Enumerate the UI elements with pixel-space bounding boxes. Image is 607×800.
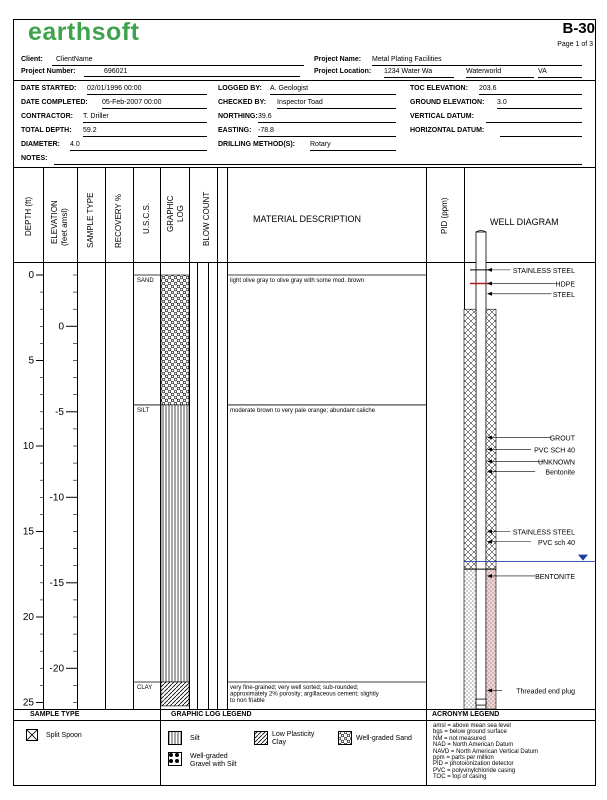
date-completed-value: 05-Feb-2007 00:00	[102, 99, 207, 109]
col-elevation-2: (feet amsl)	[60, 208, 69, 246]
checked-by-label: CHECKED BY:	[218, 99, 267, 106]
toc-elevation-label: TOC ELEVATION:	[410, 85, 468, 92]
depth-tick-label: 15	[22, 526, 34, 538]
bentonite-left	[464, 569, 476, 709]
logged-by-label: LOGGED BY:	[218, 85, 262, 92]
graphic-log-silt	[161, 405, 189, 682]
total-depth-value: 59.2	[83, 127, 207, 137]
elevation-tick-label: 0	[58, 321, 64, 333]
acronym-item: ppm = parts per million	[433, 755, 494, 762]
sample-type-legend-title: SAMPLE TYPE	[30, 711, 80, 718]
clay-legend-label: Low Plasticity Clay	[272, 731, 315, 746]
easting-label: EASTING:	[218, 127, 252, 134]
graphic-log-clay	[161, 682, 189, 706]
sand-legend-label: Well-graded Sand	[356, 735, 412, 742]
uscs-code: SAND	[137, 278, 154, 284]
project-location-city: Waterworld	[466, 68, 534, 78]
depth-tick-label: 0	[28, 270, 34, 281]
well-label: Threaded end plug	[516, 688, 575, 696]
ground-elevation-label: GROUND ELEVATION:	[410, 99, 485, 106]
date-started-value: 02/01/1996 00:00	[87, 85, 207, 95]
depth-tick-label: 10	[22, 441, 34, 452]
well-label: STAINLESS STEEL	[512, 267, 575, 275]
acronym-item: bgs = below ground surface	[433, 729, 507, 736]
uscs-code: SILT	[137, 407, 150, 414]
client-value: ClientName	[52, 56, 304, 66]
col-uscs: U.S.C.S.	[142, 202, 151, 234]
acronym-item: PVC = polyvinylchloride casing	[433, 767, 516, 774]
split-spoon-symbol	[26, 729, 38, 741]
grout-left	[464, 309, 476, 569]
clay-legend-swatch	[254, 731, 268, 745]
gravel-legend-label: Well-graded Gravel with Silt	[190, 753, 237, 768]
acronym-item: NAVD = North American Vertical Datum	[433, 748, 539, 755]
acronym-item: TOC = top of casing	[433, 774, 487, 781]
graphic-log-sand	[161, 275, 189, 405]
well-label: BENTONITE	[535, 573, 575, 581]
acronym-item: amsl = above mean sea level	[433, 723, 511, 729]
client-label: Client:	[21, 56, 43, 63]
elevation-tick-label: -10	[49, 492, 64, 504]
col-sample-type: SAMPLE TYPE	[86, 192, 95, 248]
col-well-diagram: WELL DIAGRAM	[490, 217, 559, 227]
boring-id: B-30	[562, 20, 595, 37]
date-completed-label: DATE COMPLETED:	[21, 99, 88, 106]
acronym-item: NM = not measured	[433, 735, 486, 742]
acronym-item: NAD = North American Datum	[433, 742, 514, 749]
well-label: STAINLESS STEEL	[512, 529, 575, 537]
total-depth-label: TOTAL DEPTH:	[21, 127, 72, 134]
logged-by-value: A. Geologist	[270, 85, 396, 95]
project-location-state: VA	[538, 68, 582, 78]
depth-tick-label: 5	[28, 355, 34, 367]
well-leader-arrow	[487, 292, 492, 296]
water-table-marker	[578, 555, 588, 561]
well-label: HDPE	[555, 281, 575, 289]
drilling-method-value: Rotary	[310, 141, 396, 151]
contractor-label: CONTRACTOR:	[21, 113, 73, 120]
project-location-label: Project Location:	[314, 68, 372, 75]
silt-legend-label: Silt	[190, 735, 200, 742]
sand-legend-swatch	[338, 731, 352, 745]
well-label: GROUT	[549, 435, 575, 443]
elevation-tick-label: -20	[49, 663, 64, 675]
well-leader-arrow	[487, 268, 492, 272]
gravel-legend-swatch	[168, 752, 182, 766]
elevation-tick-label: -15	[49, 577, 64, 589]
col-elevation-1: ELEVATION	[50, 200, 59, 244]
end-plug	[476, 699, 486, 705]
col-depth: DEPTH (ft)	[24, 196, 33, 236]
project-location-street: 1234 Water Wa	[384, 68, 454, 78]
well-label: PVC SCH 40	[534, 447, 575, 455]
well-leader-arrow	[487, 282, 492, 286]
acronym-list	[433, 723, 538, 781]
col-graphic-log-1: GRAPHIC	[166, 195, 175, 232]
well-casing	[476, 232, 486, 709]
notes-label: NOTES:	[21, 155, 48, 162]
bentonite-right	[486, 569, 496, 709]
northing-label: NORTHING:	[218, 113, 258, 120]
graphic-log-legend-title: GRAPHIC LOG LEGEND	[171, 711, 252, 718]
well-label: Bentonite	[545, 469, 575, 477]
col-material-description: MATERIAL DESCRIPTION	[253, 214, 362, 224]
northing-value: 39.6	[258, 113, 396, 123]
project-number-value: 696021	[84, 68, 300, 77]
well-label: UNKNOWN	[538, 459, 575, 467]
silt-legend-swatch	[168, 731, 182, 745]
material-description: very fine-grained; very well sorted; sub-rounded; approximately 2% porosity; argillaceous cement; slightly to non friable	[230, 684, 379, 705]
drilling-method-label: DRILLING METHOD(S):	[218, 141, 295, 148]
page-info: Page 1 of 3	[557, 41, 593, 48]
col-pid: PID (ppm)	[440, 197, 449, 234]
contractor-value: T. Driller	[83, 113, 207, 123]
project-name-label: Project Name:	[314, 56, 362, 63]
project-number-label: Project Number:	[21, 68, 76, 75]
date-started-label: DATE STARTED:	[21, 85, 77, 92]
acronym-item: PID = photoionization detector	[433, 761, 514, 768]
toc-elevation-value: 203.6	[479, 85, 582, 95]
checked-by-value: Inspector Toad	[277, 99, 396, 109]
depth-tick-label: 25	[22, 697, 34, 709]
diameter-label: DIAMETER:	[21, 141, 60, 148]
col-graphic-log-2: LOG	[176, 205, 185, 222]
depth-tick-label: 20	[22, 612, 34, 623]
col-recovery: RECOVERY %	[114, 194, 123, 248]
diameter-value: 4.0	[70, 141, 207, 151]
col-blow-count: BLOW COUNT	[202, 191, 211, 246]
split-spoon-label: Split Spoon	[46, 732, 82, 739]
material-description: light olive gray to olive gray with some mod. brown	[230, 278, 365, 284]
well-label: PVC sch 40	[538, 539, 575, 547]
elevation-tick-label: -5	[55, 406, 64, 418]
project-name-value: Metal Plating Facilities	[372, 56, 582, 66]
horizontal-datum-label: HORIZONTAL DATUM:	[410, 127, 485, 134]
easting-value: -78.8	[258, 127, 396, 137]
well-label: STEEL	[552, 291, 575, 299]
material-description: moderate brown to very pale orange; abundant caliche	[230, 407, 376, 414]
ground-elevation-value: 3.0	[497, 99, 582, 109]
acronym-legend-title: ACRONYM LEGEND	[432, 711, 500, 718]
company-logo: earthsoft	[28, 18, 140, 46]
uscs-code: CLAY	[137, 684, 153, 691]
vertical-datum-label: VERTICAL DATUM:	[410, 113, 474, 120]
